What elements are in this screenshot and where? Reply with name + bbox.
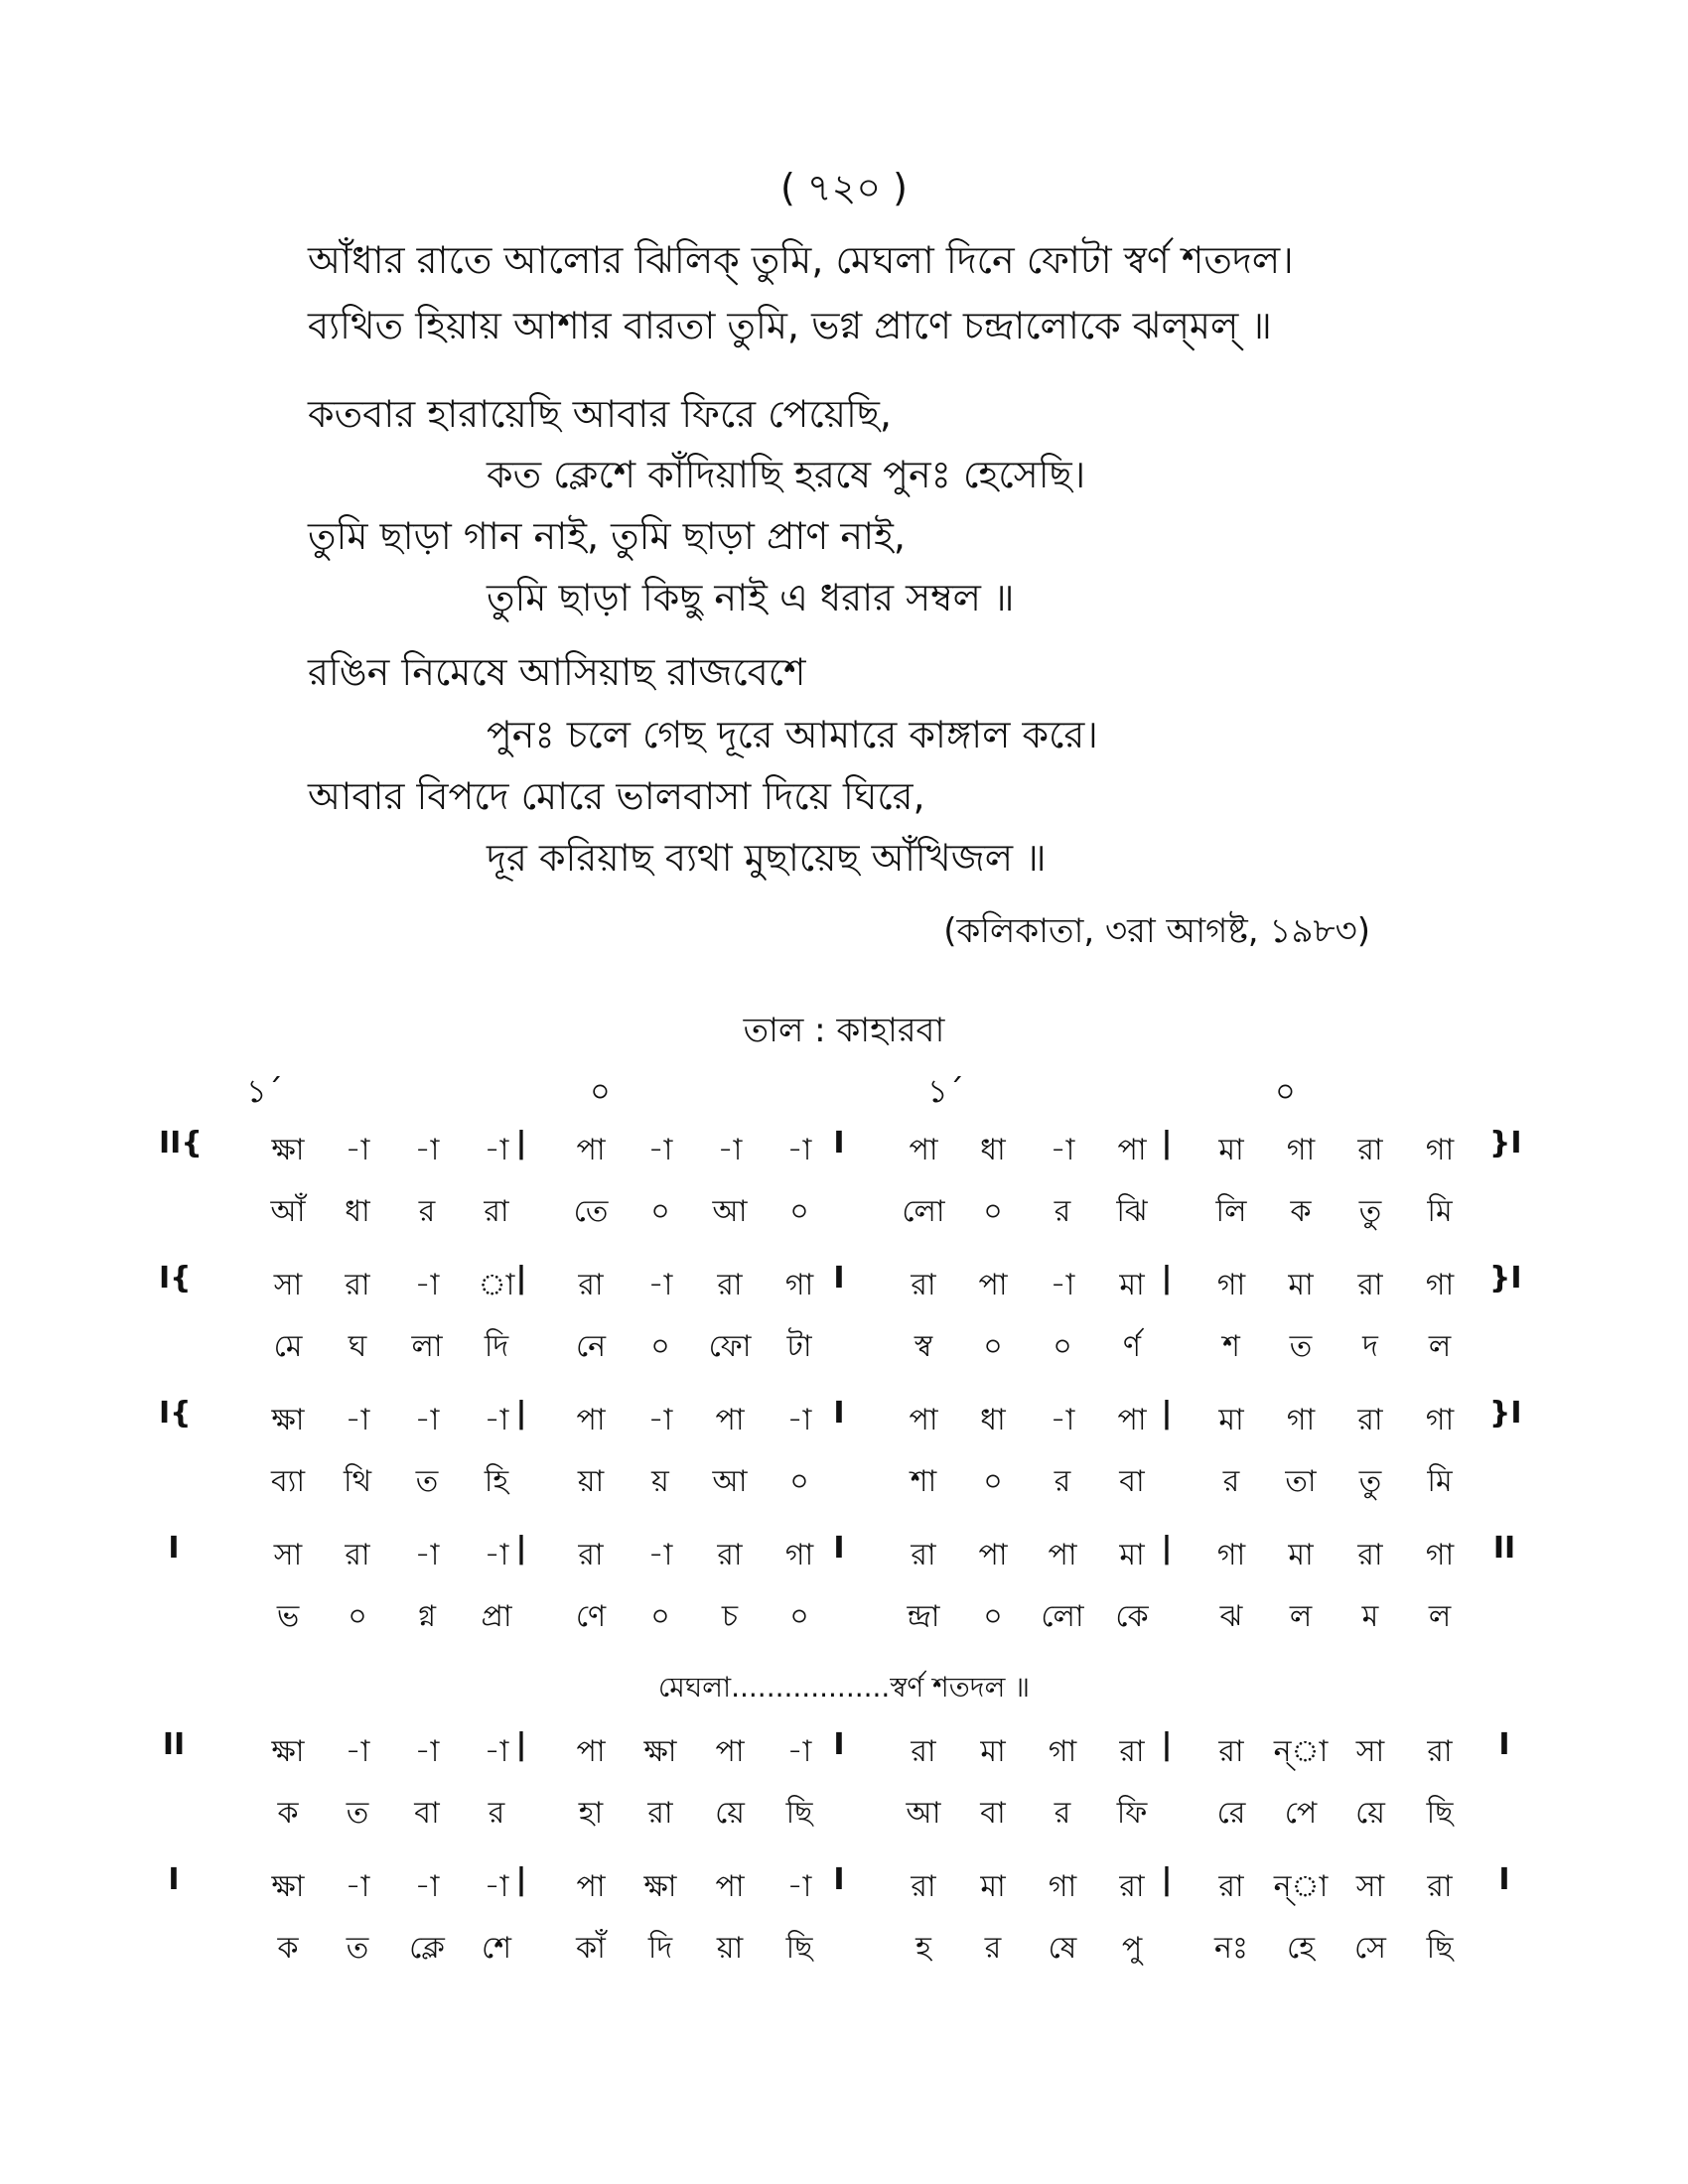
lyric-syllable: ত bbox=[1289, 1329, 1313, 1364]
lyric-syllable: শ bbox=[1222, 1329, 1240, 1364]
row-start-mark: II bbox=[162, 1727, 186, 1762]
swara-note: পা bbox=[1117, 1133, 1147, 1167]
swara-note: ক্ষা bbox=[643, 1869, 677, 1904]
lyric-syllable: র bbox=[1054, 1194, 1071, 1229]
lyric-syllable: ছি bbox=[1426, 1931, 1454, 1966]
lyric-syllable: ০ bbox=[1053, 1329, 1072, 1364]
bar-line: | bbox=[1161, 1531, 1173, 1566]
lyric-syllable: লি bbox=[1215, 1194, 1247, 1229]
swara-note: পা bbox=[576, 1403, 606, 1437]
lyric-syllable: ভ bbox=[276, 1599, 300, 1634]
lyric-syllable: টা bbox=[786, 1329, 812, 1364]
lyric-syllable: ০ bbox=[650, 1599, 670, 1634]
bar-line: | bbox=[1161, 1396, 1173, 1431]
swara-note: গা bbox=[1216, 1268, 1246, 1302]
swara-note: -া bbox=[414, 1268, 440, 1302]
lyric-syllable: রে bbox=[1216, 1796, 1246, 1831]
beat-mark: ০ bbox=[1275, 1072, 1296, 1110]
lyric-line: আঁধার রাতে আলোর ঝিলিক্ তুমি, মেঘলা দিনে ফোটা স্বর্ণ শতদল। bbox=[308, 238, 1294, 282]
swara-note: পা bbox=[715, 1734, 745, 1769]
swara-note: মা bbox=[1218, 1403, 1244, 1437]
swara-note: রা bbox=[1357, 1133, 1383, 1167]
page-number: ( ৭২০ ) bbox=[780, 166, 908, 209]
bar-line: I bbox=[833, 1862, 845, 1897]
swara-note: রা bbox=[1119, 1734, 1145, 1769]
lyric-syllable: গ্ন bbox=[417, 1599, 437, 1634]
swara-note: পা bbox=[978, 1538, 1008, 1572]
lyric-syllable: তু bbox=[1358, 1194, 1382, 1229]
swara-note: রা bbox=[1218, 1734, 1244, 1769]
swara-note: মা bbox=[980, 1869, 1006, 1904]
lyric-syllable: স্ব bbox=[914, 1329, 933, 1364]
lyric-syllable: র bbox=[418, 1194, 436, 1229]
swara-note: -া bbox=[786, 1133, 812, 1167]
lyric-syllable: রা bbox=[647, 1796, 673, 1831]
lyric-syllable: মে bbox=[273, 1329, 303, 1364]
swara-note: রা bbox=[1427, 1869, 1453, 1904]
lyric-syllable: ক bbox=[277, 1931, 299, 1966]
bar-line: | bbox=[515, 1862, 527, 1897]
row-end-mark: }I bbox=[1489, 1396, 1522, 1431]
lyric-syllable: আঁ bbox=[270, 1194, 306, 1229]
swara-note: -া bbox=[647, 1133, 673, 1167]
bar-line: | bbox=[1161, 1126, 1173, 1160]
lyric-syllable: ০ bbox=[789, 1464, 809, 1499]
swara-note: -া bbox=[414, 1869, 440, 1904]
lyric-syllable: আ bbox=[712, 1464, 748, 1499]
lyric-syllable: য়ে bbox=[1355, 1796, 1385, 1831]
swara-note: গা bbox=[784, 1268, 814, 1302]
swara-note: ক্ষা bbox=[271, 1734, 305, 1769]
lyric-syllable: পু bbox=[1121, 1931, 1143, 1966]
lyric-syllable: বা bbox=[1119, 1464, 1145, 1499]
swara-note: পা bbox=[576, 1133, 606, 1167]
swara-note: -া bbox=[484, 1734, 509, 1769]
swara-note: রা bbox=[1119, 1869, 1145, 1904]
lyric-syllable: সে bbox=[1354, 1931, 1386, 1966]
row-start-mark: I bbox=[168, 1862, 180, 1897]
lyric-syllable: বা bbox=[414, 1796, 440, 1831]
swara-note: -া bbox=[484, 1538, 509, 1572]
swara-note: ধা bbox=[980, 1403, 1006, 1437]
lyric-syllable: দি bbox=[484, 1329, 509, 1364]
swara-note: -া bbox=[1050, 1268, 1075, 1302]
lyric-line: কত ক্লেশে কাঁদিয়াছি হরষে পুনঃ হেসেছি। bbox=[487, 453, 1086, 496]
lyric-syllable: ল bbox=[1289, 1599, 1313, 1634]
lyric-line: তুমি ছাড়া গান নাই, তুমি ছাড়া প্রাণ নাই, bbox=[308, 514, 906, 558]
lyric-syllable: ছি bbox=[785, 1796, 813, 1831]
lyric-line: রঙিন নিমেষে আসিয়াছ রাজবেশে bbox=[308, 650, 806, 694]
lyric-line: কতবার হারায়েছি আবার ফিরে পেয়েছি, bbox=[308, 392, 892, 436]
swara-note: -া bbox=[345, 1734, 370, 1769]
lyric-syllable: য়া bbox=[577, 1464, 605, 1499]
lyric-syllable: ত bbox=[346, 1796, 369, 1831]
lyric-syllable: তু bbox=[1358, 1464, 1382, 1499]
bar-line: | bbox=[515, 1261, 527, 1296]
lyric-syllable: ক bbox=[277, 1796, 299, 1831]
swara-note: -া bbox=[647, 1403, 673, 1437]
swara-note: মা bbox=[1288, 1538, 1314, 1572]
swara-note: পা bbox=[1117, 1403, 1147, 1437]
lyric-syllable: শা bbox=[910, 1464, 937, 1499]
swara-note: -া bbox=[414, 1538, 440, 1572]
swara-note: -া bbox=[484, 1403, 509, 1437]
lyric-syllable: কে bbox=[1115, 1599, 1149, 1634]
lyric-syllable: র bbox=[488, 1796, 505, 1831]
bar-line: I bbox=[833, 1727, 845, 1762]
lyric-syllable: য়ে bbox=[715, 1796, 745, 1831]
lyric-syllable: ণে bbox=[575, 1599, 607, 1634]
swara-note: -া bbox=[1050, 1403, 1075, 1437]
lyric-syllable: ন্দ্রা bbox=[907, 1599, 940, 1634]
swara-note: -া bbox=[484, 1133, 509, 1167]
lyric-syllable: ছি bbox=[785, 1931, 813, 1966]
swara-note: রা bbox=[345, 1268, 370, 1302]
lyric-syllable: য় bbox=[651, 1464, 669, 1499]
swara-note: সা bbox=[1355, 1734, 1385, 1769]
lyric-syllable: ০ bbox=[983, 1329, 1003, 1364]
swara-note: -া bbox=[345, 1869, 370, 1904]
swara-note: পা bbox=[576, 1734, 606, 1769]
swara-note: ধা bbox=[980, 1133, 1006, 1167]
swara-note: ক্ষা bbox=[643, 1734, 677, 1769]
swara-note: পা bbox=[715, 1869, 745, 1904]
lyric-syllable: শে bbox=[482, 1931, 511, 1966]
swara-note: পা bbox=[978, 1268, 1008, 1302]
swara-note: পা bbox=[909, 1403, 938, 1437]
lyric-syllable: ক্লে bbox=[409, 1931, 445, 1966]
row-end-mark: II bbox=[1492, 1531, 1516, 1566]
bar-line: | bbox=[1161, 1862, 1173, 1897]
lyric-syllable: ফি bbox=[1116, 1796, 1148, 1831]
swara-note: গা bbox=[1216, 1538, 1246, 1572]
lyric-syllable: ছি bbox=[1426, 1796, 1454, 1831]
swara-note: সা bbox=[273, 1538, 303, 1572]
lyric-syllable: ল bbox=[1428, 1599, 1452, 1634]
swara-note: রা bbox=[1357, 1538, 1383, 1572]
swara-note: রা bbox=[345, 1538, 370, 1572]
lyric-syllable: র bbox=[1054, 1796, 1071, 1831]
swara-note: গা bbox=[1425, 1133, 1455, 1167]
lyric-line: ব্যথিত হিয়ায় আশার বারতা তুমি, ভগ্ন প্রাণে চন্দ্রালোকে ঝল্‌মল্ ॥ bbox=[308, 304, 1272, 347]
swara-note: -া bbox=[1050, 1133, 1075, 1167]
lyric-syllable: ঝ bbox=[1219, 1599, 1243, 1634]
lyric-syllable: ০ bbox=[789, 1194, 809, 1229]
lyric-syllable: ম bbox=[1361, 1599, 1379, 1634]
lyric-line: পুনঃ চলে গেছ দূরে আমারে কাঙ্গাল করে। bbox=[487, 713, 1098, 756]
lyric-syllable: ০ bbox=[983, 1464, 1003, 1499]
lyric-syllable: থি bbox=[343, 1464, 371, 1499]
row-start-mark: I bbox=[168, 1531, 180, 1566]
swara-note: রা bbox=[911, 1538, 936, 1572]
swara-note: রা bbox=[717, 1268, 743, 1302]
swara-note: পা bbox=[715, 1403, 745, 1437]
lyric-syllable: য়া bbox=[716, 1931, 744, 1966]
lyric-syllable: নে bbox=[575, 1329, 607, 1364]
lyric-syllable: র bbox=[1222, 1464, 1240, 1499]
lyric-syllable: ব্যা bbox=[270, 1464, 306, 1499]
date-line: (কলিকাতা, ৩রা আগষ্ট, ১৯৮৩) bbox=[943, 911, 1370, 951]
lyric-syllable: লা bbox=[411, 1329, 443, 1364]
swara-note: -া bbox=[786, 1734, 812, 1769]
swara-note: সা bbox=[1355, 1869, 1385, 1904]
swara-note: গা bbox=[784, 1538, 814, 1572]
swara-note: া bbox=[478, 1268, 515, 1302]
lyric-syllable: ল bbox=[1428, 1329, 1452, 1364]
lyric-syllable: মি bbox=[1427, 1464, 1453, 1499]
lyric-syllable: আ bbox=[906, 1796, 941, 1831]
row-start-mark: I{ bbox=[159, 1396, 192, 1431]
bar-line: | bbox=[515, 1126, 527, 1160]
lyric-syllable: ক bbox=[1290, 1194, 1312, 1229]
repeat-note: মেঘলা..................স্বর্ণ শতদল ॥ bbox=[657, 1671, 1031, 1704]
row-start-mark: II{ bbox=[159, 1126, 203, 1160]
swara-note: -া bbox=[414, 1403, 440, 1437]
lyric-line: দূর করিয়াছ ব্যথা মুছায়েছ আঁখিজল ॥ bbox=[487, 836, 1047, 880]
swara-note: গা bbox=[1425, 1268, 1455, 1302]
bar-line: | bbox=[515, 1396, 527, 1431]
bar-line: | bbox=[515, 1531, 527, 1566]
swara-note: রা bbox=[1427, 1734, 1453, 1769]
swara-note: -া bbox=[345, 1403, 370, 1437]
swara-note: পা bbox=[909, 1133, 938, 1167]
lyric-syllable: তা bbox=[1285, 1464, 1317, 1499]
lyric-syllable: ০ bbox=[650, 1194, 670, 1229]
swara-note: রা bbox=[578, 1268, 604, 1302]
swara-note: পা bbox=[576, 1869, 606, 1904]
swara-note: ক্ষা bbox=[271, 1869, 305, 1904]
swara-note: -া bbox=[484, 1869, 509, 1904]
lyric-line: আবার বিপদে মোরে ভালবাসা দিয়ে ঘিরে, bbox=[308, 774, 925, 818]
swara-note: -া bbox=[414, 1734, 440, 1769]
row-end-mark: }I bbox=[1489, 1126, 1522, 1160]
lyric-syllable: ঝি bbox=[1116, 1194, 1148, 1229]
swara-note: -া bbox=[414, 1133, 440, 1167]
lyric-syllable: চ bbox=[721, 1599, 739, 1634]
bar-line: I bbox=[833, 1396, 845, 1431]
row-start-mark: I{ bbox=[159, 1261, 192, 1296]
lyric-syllable: হে bbox=[1287, 1931, 1315, 1966]
row-end-mark: I bbox=[1498, 1727, 1510, 1762]
lyric-syllable: ধা bbox=[345, 1194, 370, 1229]
bar-line: | bbox=[1161, 1261, 1173, 1296]
swara-note: -া bbox=[345, 1133, 370, 1167]
lyric-syllable: কাঁ bbox=[576, 1931, 606, 1966]
swara-note: মা bbox=[1119, 1538, 1145, 1572]
lyric-syllable: র্ণ bbox=[1122, 1329, 1142, 1364]
beat-mark: ১´ bbox=[246, 1072, 283, 1110]
swara-note: রা bbox=[1218, 1869, 1244, 1904]
swara-note: -া bbox=[647, 1268, 673, 1302]
lyric-syllable: ঘ bbox=[348, 1329, 367, 1364]
lyric-syllable: ০ bbox=[789, 1599, 809, 1634]
bar-line: I bbox=[833, 1126, 845, 1160]
swara-note: -া bbox=[717, 1133, 743, 1167]
lyric-line: তুমি ছাড়া কিছু নাই এ ধরার সম্বল ॥ bbox=[487, 576, 1015, 619]
swara-note: গা bbox=[1425, 1403, 1455, 1437]
lyric-syllable: প্রা bbox=[481, 1599, 512, 1634]
lyric-syllable: বা bbox=[980, 1796, 1006, 1831]
swara-note: সা bbox=[273, 1268, 303, 1302]
tala-heading: তাল : কাহারবা bbox=[743, 1011, 945, 1050]
lyric-syllable: ত bbox=[415, 1464, 439, 1499]
lyric-syllable: রা bbox=[484, 1194, 509, 1229]
lyric-syllable: হা bbox=[578, 1796, 604, 1831]
lyric-syllable: হি bbox=[484, 1464, 509, 1499]
swara-note: ক্ষা bbox=[271, 1403, 305, 1437]
row-end-mark: }I bbox=[1489, 1261, 1522, 1296]
swara-note: রা bbox=[911, 1869, 936, 1904]
swara-note: গা bbox=[1048, 1869, 1077, 1904]
swara-note: মা bbox=[1218, 1133, 1244, 1167]
lyric-syllable: ত bbox=[346, 1931, 369, 1966]
swara-note: ক্ষা bbox=[271, 1133, 305, 1167]
lyric-syllable: তে bbox=[573, 1194, 609, 1229]
swara-note: পা bbox=[1048, 1538, 1077, 1572]
swara-note: রা bbox=[911, 1268, 936, 1302]
swara-note: রা bbox=[717, 1538, 743, 1572]
lyric-syllable: র bbox=[1054, 1464, 1071, 1499]
swara-note: -া bbox=[647, 1538, 673, 1572]
lyric-syllable: লো bbox=[902, 1194, 945, 1229]
swara-note: গা bbox=[1425, 1538, 1455, 1572]
swara-note: গা bbox=[1048, 1734, 1077, 1769]
bar-line: | bbox=[515, 1727, 527, 1762]
lyric-syllable: ০ bbox=[348, 1599, 367, 1634]
swara-note: রা bbox=[578, 1538, 604, 1572]
lyric-syllable: পে bbox=[1284, 1796, 1318, 1831]
lyric-syllable: লো bbox=[1041, 1599, 1084, 1634]
lyric-syllable: দ bbox=[1362, 1329, 1378, 1364]
lyric-syllable: ০ bbox=[983, 1599, 1003, 1634]
lyric-syllable: ০ bbox=[650, 1329, 670, 1364]
swara-note: রা bbox=[911, 1734, 936, 1769]
lyric-syllable: ষে bbox=[1048, 1931, 1077, 1966]
beat-mark: ০ bbox=[590, 1072, 611, 1110]
lyric-syllable: হ bbox=[915, 1931, 931, 1966]
swara-note: -া bbox=[786, 1869, 812, 1904]
bar-line: I bbox=[833, 1531, 845, 1566]
bar-line: | bbox=[1161, 1727, 1173, 1762]
beat-mark: ১´ bbox=[927, 1072, 964, 1110]
swara-note: ন্া bbox=[1273, 1734, 1329, 1769]
lyric-syllable: নঃ bbox=[1214, 1931, 1248, 1966]
swara-note: মা bbox=[1119, 1268, 1145, 1302]
row-end-mark: I bbox=[1498, 1862, 1510, 1897]
lyric-syllable: ০ bbox=[983, 1194, 1003, 1229]
lyric-syllable: আ bbox=[712, 1194, 748, 1229]
lyric-syllable: মি bbox=[1427, 1194, 1453, 1229]
swara-note: রা bbox=[1357, 1268, 1383, 1302]
swara-note: ন্া bbox=[1273, 1869, 1329, 1904]
bar-line: I bbox=[833, 1261, 845, 1296]
swara-note: -া bbox=[786, 1403, 812, 1437]
swara-note: মা bbox=[980, 1734, 1006, 1769]
lyric-syllable: র bbox=[984, 1931, 1002, 1966]
swara-note: মা bbox=[1288, 1268, 1314, 1302]
swara-note: গা bbox=[1286, 1403, 1316, 1437]
swara-note: গা bbox=[1286, 1133, 1316, 1167]
lyric-syllable: ফো bbox=[708, 1329, 752, 1364]
swara-note: রা bbox=[1357, 1403, 1383, 1437]
lyric-syllable: দি bbox=[647, 1931, 673, 1966]
